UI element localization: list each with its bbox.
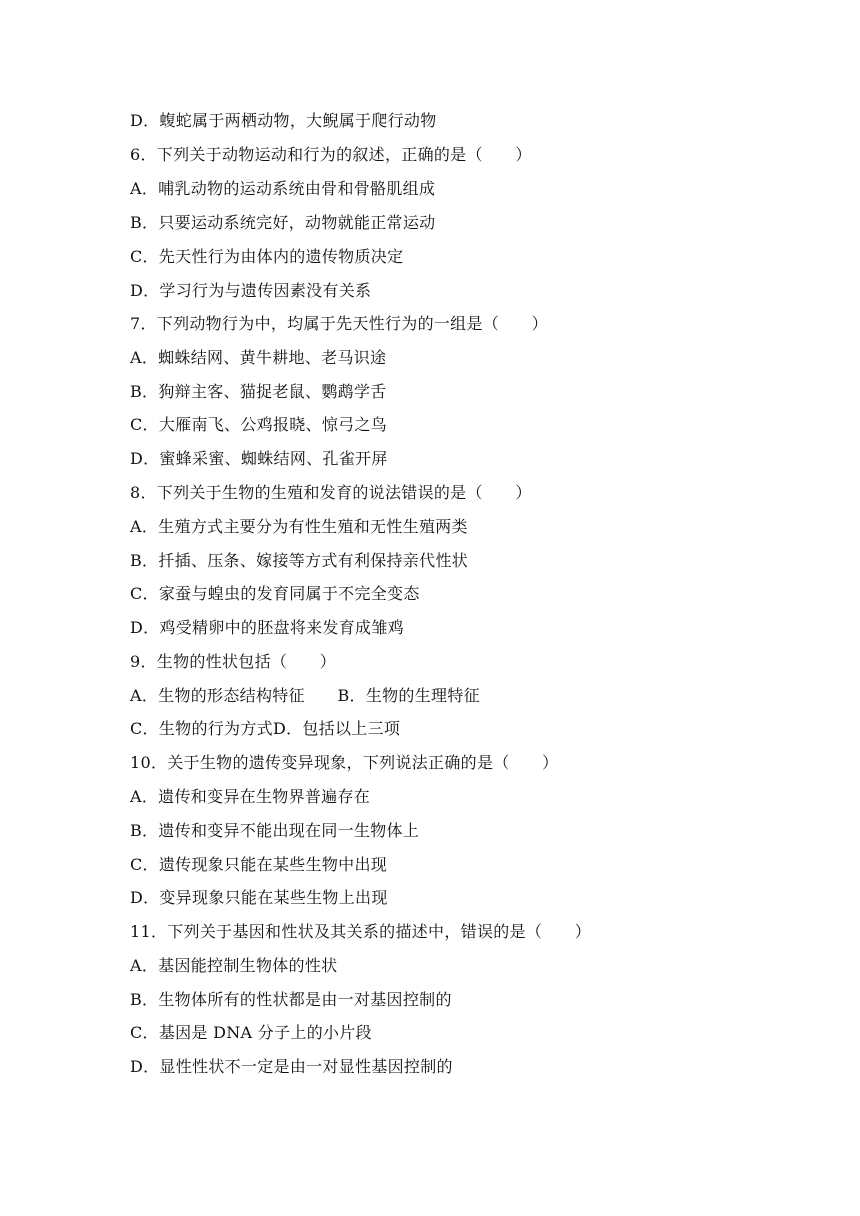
question-8: 8．下列关于生物的生殖和发育的说法错误的是（ ） [130,483,532,502]
question-6: 6．下列关于动物运动和行为的叙述，正确的是（ ） [130,145,532,164]
option-7c: C．大雁南飞、公鸡报晓、惊弓之鸟 [130,415,388,434]
question-9: 9．生物的性状包括（ ） [130,652,337,671]
option-11c: C．基因是 DNA 分子上的小片段 [130,1023,372,1042]
option-8d: D．鸡受精卵中的胚盘将来发育成雏鸡 [130,618,404,637]
option-5d: D．蝮蛇属于两栖动物，大鲵属于爬行动物 [130,111,437,130]
option-6d: D．学习行为与遗传因素没有关系 [130,281,372,300]
option-7a: A．蜘蛛结网、黄牛耕地、老马识途 [130,348,387,367]
option-11b: B．生物体所有的性状都是由一对基因控制的 [130,990,452,1009]
question-7: 7．下列动物行为中，均属于先天性行为的一组是（ ） [130,314,548,333]
option-6c: C．先天性行为由体内的遗传物质决定 [130,247,404,266]
option-10a: A．遗传和变异在生物界普遍存在 [130,787,371,806]
option-8c: C．家蚕与蝗虫的发育同属于不完全变态 [130,584,420,603]
option-6b: B．只要运动系统完好，动物就能正常运动 [130,213,436,232]
question-10: 10．关于生物的遗传变异现象，下列说法正确的是（ ） [130,753,559,772]
question-11: 11．下列关于基因和性状及其关系的描述中，错误的是（ ） [130,922,592,941]
option-10c: C．遗传现象只能在某些生物中出现 [130,855,388,874]
option-6a: A．哺乳动物的运动系统由骨和骨骼肌组成 [130,179,436,198]
option-11d: D．显性性状不一定是由一对显性基因控制的 [130,1057,453,1076]
option-7b: B．狗辩主客、猫捉老鼠、鹦鹉学舌 [130,382,387,401]
option-11a: A．基因能控制生物体的性状 [130,956,338,975]
option-8a: A．生殖方式主要分为有性生殖和无性生殖两类 [130,517,468,536]
option-9ab: A．生物的形态结构特征 B．生物的生理特征 [130,686,480,705]
option-8b: B．扦插、压条、嫁接等方式有利保持亲代性状 [130,551,469,570]
option-7d: D．蜜蜂采蜜、蜘蛛结网、孔雀开屏 [130,449,388,468]
option-10b: B．遗传和变异不能出现在同一生物体上 [130,821,420,840]
option-9cd: C．生物的行为方式D．包括以上三项 [130,719,401,738]
option-10d: D．变异现象只能在某些生物上出现 [130,888,388,907]
